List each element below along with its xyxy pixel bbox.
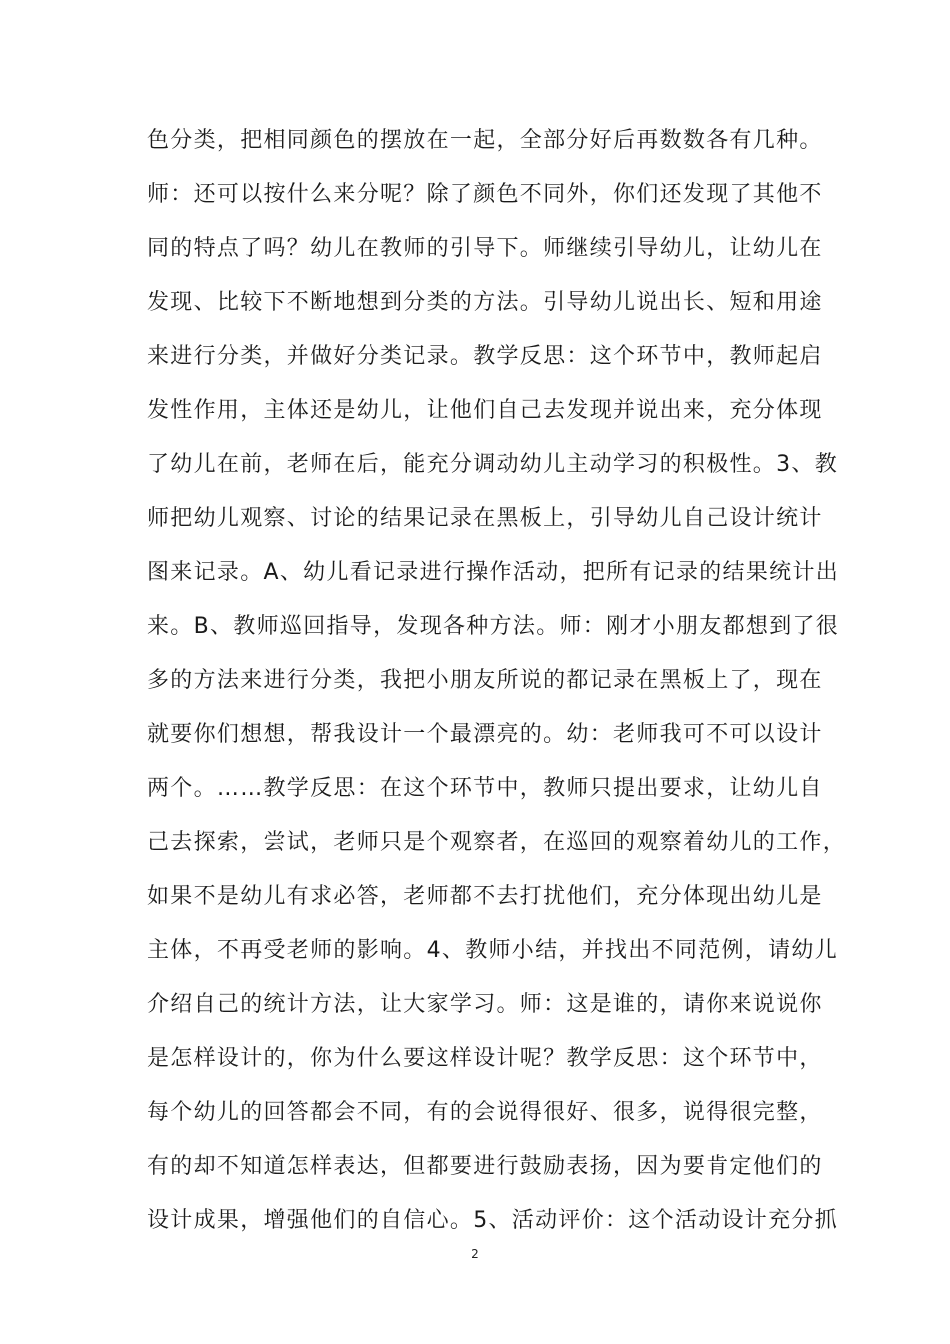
text-line: 多的方法来进行分类，我把小朋友所说的都记录在黑板上了，现在 [147, 668, 823, 693]
text-line: 同的特点了吗？幼儿在教师的引导下。师继续引导幼儿，让幼儿在 [147, 236, 823, 261]
text-line: 师：还可以按什么来分呢？除了颜色不同外，你们还发现了其他不 [147, 182, 823, 207]
page-number: 2 [471, 1247, 479, 1261]
text-line: 己去探索，尝试，老师只是个观察者，在巡回的观察着幼儿的工作， [147, 830, 847, 855]
text-line: 发性作用，主体还是幼儿，让他们自己去发现并说出来，充分体现 [147, 398, 823, 423]
text-line: 每个幼儿的回答都会不同，有的会说得很好、很多，说得很完整， [147, 1100, 823, 1125]
text-line: 如果不是幼儿有求必答，老师都不去打扰他们，充分体现出幼儿是 [147, 884, 823, 909]
text-line: 色分类，把相同颜色的摆放在一起，全部分好后再数数各有几种。 [147, 128, 823, 153]
text-line: 来进行分类，并做好分类记录。教学反思：这个环节中，教师起启 [147, 344, 823, 369]
text-line: 来。B、教师巡回指导，发现各种方法。师：刚才小朋友都想到了很 [147, 614, 840, 639]
text-line: 发现、比较下不断地想到分类的方法。引导幼儿说出长、短和用途 [147, 290, 823, 315]
text-line: 师把幼儿观察、讨论的结果记录在黑板上，引导幼儿自己设计统计 [147, 506, 823, 531]
text-line: 图来记录。A、幼儿看记录进行操作活动，把所有记录的结果统计出 [147, 560, 840, 585]
text-line: 两个。……教学反思：在这个环节中，教师只提出要求，让幼儿自 [147, 776, 823, 801]
text-line: 就要你们想想，帮我设计一个最漂亮的。幼：老师我可不可以设计 [147, 722, 823, 747]
body-text [147, 121, 847, 1255]
text-line: 是怎样设计的，你为什么要这样设计呢？教学反思：这个环节中， [147, 1046, 823, 1071]
text-line: 介绍自己的统计方法，让大家学习。师：这是谁的，请你来说说你 [147, 992, 823, 1017]
text-line: 主体，不再受老师的影响。4、教师小结，并找出不同范例，请幼儿 [147, 938, 838, 963]
text-line: 有的却不知道怎样表达，但都要进行鼓励表扬，因为要肯定他们的 [147, 1154, 823, 1179]
text-line: 了幼儿在前，老师在后，能充分调动幼儿主动学习的积极性。3、教 [147, 452, 838, 477]
text-line: 设计成果，增强他们的自信心。5、活动评价：这个活动设计充分抓 [147, 1208, 838, 1233]
